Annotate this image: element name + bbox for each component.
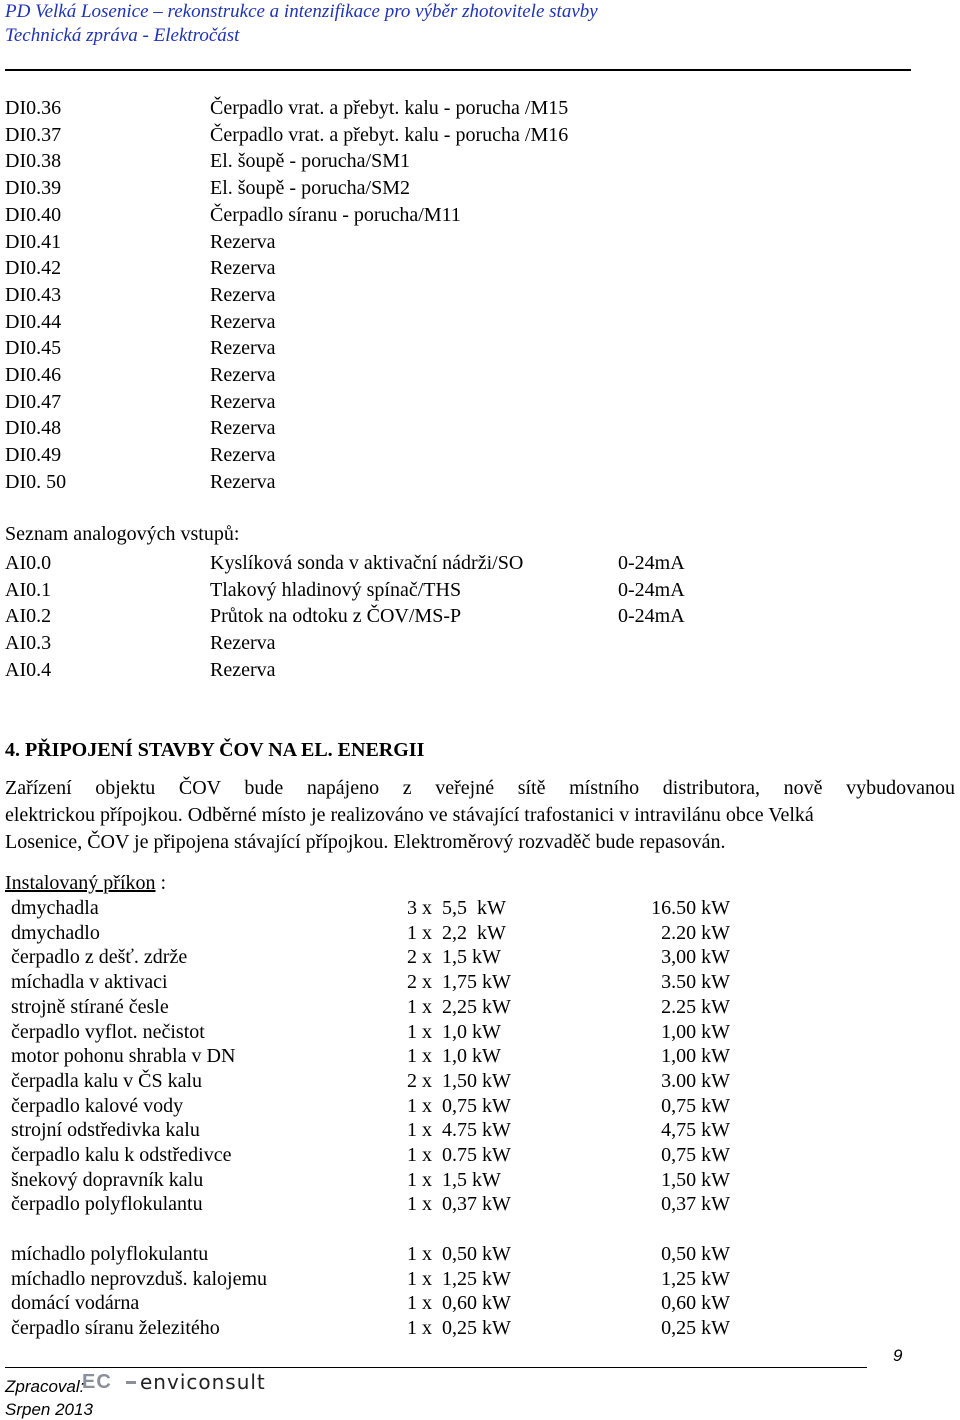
device-total-power: 1,00 kW	[661, 1045, 730, 1068]
device-quantity: 3 x 5,5 kW	[407, 897, 506, 919]
input-description: Rezerva	[210, 417, 276, 440]
device-total-power: 2.25 kW	[661, 995, 730, 1018]
input-description: Rezerva	[210, 283, 276, 306]
input-code: AI0.3	[5, 632, 52, 655]
device-name: motor pohonu shrabla v DN	[11, 1045, 236, 1068]
footer-divider	[5, 1367, 867, 1368]
svg-text:EC: EC	[82, 1371, 112, 1393]
device-quantity: 1 x 0,37 kW	[407, 1193, 511, 1216]
paragraph-line-2: elektrickou přípojkou. Odběrné místo je realizováno ve stávající trafostanici v intravilánu obce Velká	[5, 804, 814, 826]
input-code: AI0.0	[5, 552, 52, 574]
device-total-power: 1,50 kW	[661, 1168, 730, 1191]
device-name: míchadla v aktivaci	[11, 971, 168, 994]
device-quantity: 1 x 2,25 kW	[407, 995, 511, 1018]
input-code: AI0.1	[5, 578, 52, 601]
device-total-power: 1,25 kW	[661, 1267, 730, 1290]
input-code: DI0.43	[5, 283, 62, 306]
device-total-power: 0,75 kW	[661, 1144, 730, 1166]
device-name: čerpadla kalu v ČS kalu	[11, 1069, 203, 1092]
input-description: Rezerva	[210, 444, 276, 467]
input-description: Rezerva	[210, 470, 276, 493]
device-name: čerpadlo z dešť. zdrže	[11, 946, 188, 969]
device-total-power: 4,75 kW	[661, 1119, 730, 1142]
input-range: 0-24mA	[618, 578, 685, 601]
document-header	[5, 0, 598, 48]
device-quantity: 1 x 2,2 kW	[407, 921, 506, 944]
input-description: El. šoupě - porucha/SM1	[210, 150, 410, 173]
input-description: Rezerva	[210, 658, 276, 681]
device-total-power: 0,25 kW	[661, 1316, 730, 1339]
device-name: míchadlo neprovzduš. kalojemu	[11, 1267, 268, 1290]
device-quantity: 1 x 4.75 kW	[407, 1119, 511, 1142]
paragraph-line-1: Zařízení objektu ČOV bude napájeno z veřejné sítě místního distributora, nově vybudovanou	[5, 777, 955, 799]
input-code: DI0.39	[5, 177, 62, 200]
installed-power-label: Instalovaný příkon	[5, 872, 156, 894]
device-name: dmychadla	[11, 897, 99, 919]
device-quantity: 1 x 0,60 kW	[407, 1292, 511, 1315]
device-quantity: 2 x 1,5 kW	[407, 946, 501, 969]
device-total-power: 1,00 kW	[661, 1020, 730, 1043]
device-name: čerpadlo polyflokulantu	[11, 1193, 203, 1216]
input-range: 0-24mA	[618, 552, 685, 574]
input-code: DI0.48	[5, 417, 62, 440]
device-quantity: 1 x 1,0 kW	[407, 1045, 501, 1068]
input-description: Rezerva	[210, 310, 276, 333]
device-total-power: 3.00 kW	[661, 1069, 730, 1092]
input-code: AI0.2	[5, 605, 52, 628]
paragraph-line-3: Losenice, ČOV je připojena stávající přípojkou. Elektroměrový rozvaděč bude repasován.	[5, 831, 726, 853]
page-number: 9	[893, 1346, 903, 1365]
device-total-power: 0,75 kW	[661, 1094, 730, 1117]
device-name: míchadlo polyflokulantu	[11, 1242, 209, 1265]
input-description: Kyslíková sonda v aktivační nádrži/SO	[210, 552, 524, 574]
device-name: čerpadlo síranu železitého	[11, 1316, 220, 1339]
input-description: El. šoupě - porucha/SM2	[210, 177, 410, 200]
input-description: Čerpadlo vrat. a přebyt. kalu - porucha /M16	[210, 123, 569, 146]
device-quantity: 1 x 0.75 kW	[407, 1144, 511, 1166]
enviconsult-logo	[82, 1370, 297, 1396]
installed-power-suffix: :	[155, 872, 167, 894]
section-heading: 4. PŘIPOJENÍ STAVBY ČOV NA EL. ENERGII	[5, 739, 425, 761]
input-code: DI0.40	[5, 203, 62, 226]
input-code: DI0.41	[5, 230, 62, 253]
input-description: Rezerva	[210, 390, 276, 413]
input-code: DI0.47	[5, 390, 62, 413]
device-quantity: 2 x 1,50 kW	[407, 1069, 511, 1092]
input-code: DI0.44	[5, 310, 62, 333]
device-name: čerpadlo kalové vody	[11, 1094, 184, 1117]
input-description: Rezerva	[210, 230, 276, 253]
device-total-power: 3.50 kW	[661, 971, 730, 994]
input-description: Rezerva	[210, 337, 276, 360]
input-code: DI0.38	[5, 150, 62, 173]
input-range: 0-24mA	[618, 605, 685, 628]
input-description: Rezerva	[210, 632, 276, 655]
analog-inputs-title: Seznam analogových vstupů:	[5, 523, 240, 545]
device-quantity: 1 x 0,25 kW	[407, 1316, 511, 1339]
device-total-power: 16.50 kW	[651, 897, 730, 919]
input-code: AI0.4	[5, 658, 52, 681]
device-name: strojní odstředivka kalu	[11, 1119, 200, 1142]
input-code: DI0.49	[5, 444, 62, 467]
device-quantity: 1 x 0,75 kW	[407, 1094, 511, 1117]
input-code: DI0.42	[5, 257, 62, 280]
prepared-by-label: Zpracoval:	[5, 1377, 85, 1396]
device-quantity: 1 x 1,0 kW	[407, 1020, 501, 1043]
device-quantity: 2 x 1,75 kW	[407, 971, 511, 994]
device-name: domácí vodárna	[11, 1292, 140, 1315]
header-title: PD Velká Losenice – rekonstrukce a intenzifikace pro výběr zhotovitele stavby	[5, 1, 598, 22]
device-quantity: 1 x 1,25 kW	[407, 1267, 511, 1290]
input-code: DI0.36	[5, 97, 62, 119]
input-description: Tlakový hladinový spínač/THS	[210, 578, 462, 601]
device-quantity: 1 x 1,5 kW	[407, 1168, 501, 1191]
device-name: čerpadlo vyflot. nečistot	[11, 1020, 205, 1043]
svg-text:enviconsult: enviconsult	[140, 1370, 266, 1394]
input-description: Čerpadlo síranu - porucha/M11	[210, 203, 461, 226]
device-name: čerpadlo kalu k odstředivce	[11, 1144, 232, 1166]
input-code: DI0.45	[5, 337, 62, 360]
device-total-power: 0,37 kW	[661, 1193, 730, 1216]
device-name: šnekový dopravník kalu	[11, 1168, 204, 1191]
input-code: DI0.46	[5, 364, 62, 386]
input-code: DI0. 50	[5, 470, 67, 493]
report-date: Srpen 2013	[5, 1400, 93, 1419]
device-total-power: 3,00 kW	[661, 946, 730, 969]
input-description: Průtok na odtoku z ČOV/MS-P	[210, 605, 462, 628]
installed-power-title	[5, 870, 166, 896]
device-name: dmychadlo	[11, 921, 100, 944]
device-quantity: 1 x 0,50 kW	[407, 1242, 511, 1265]
device-name: strojně stírané česle	[11, 995, 169, 1018]
input-code: DI0.37	[5, 123, 62, 146]
input-description: Rezerva	[210, 257, 276, 280]
device-total-power: 0,60 kW	[661, 1292, 730, 1315]
header-divider	[5, 69, 911, 71]
input-description: Rezerva	[210, 364, 276, 386]
header-subtitle: Technická zpráva - Elektročást	[5, 25, 240, 46]
device-total-power: 0,50 kW	[661, 1242, 730, 1265]
input-description: Čerpadlo vrat. a přebyt. kalu - porucha /M15	[210, 97, 569, 119]
device-total-power: 2.20 kW	[661, 921, 730, 944]
